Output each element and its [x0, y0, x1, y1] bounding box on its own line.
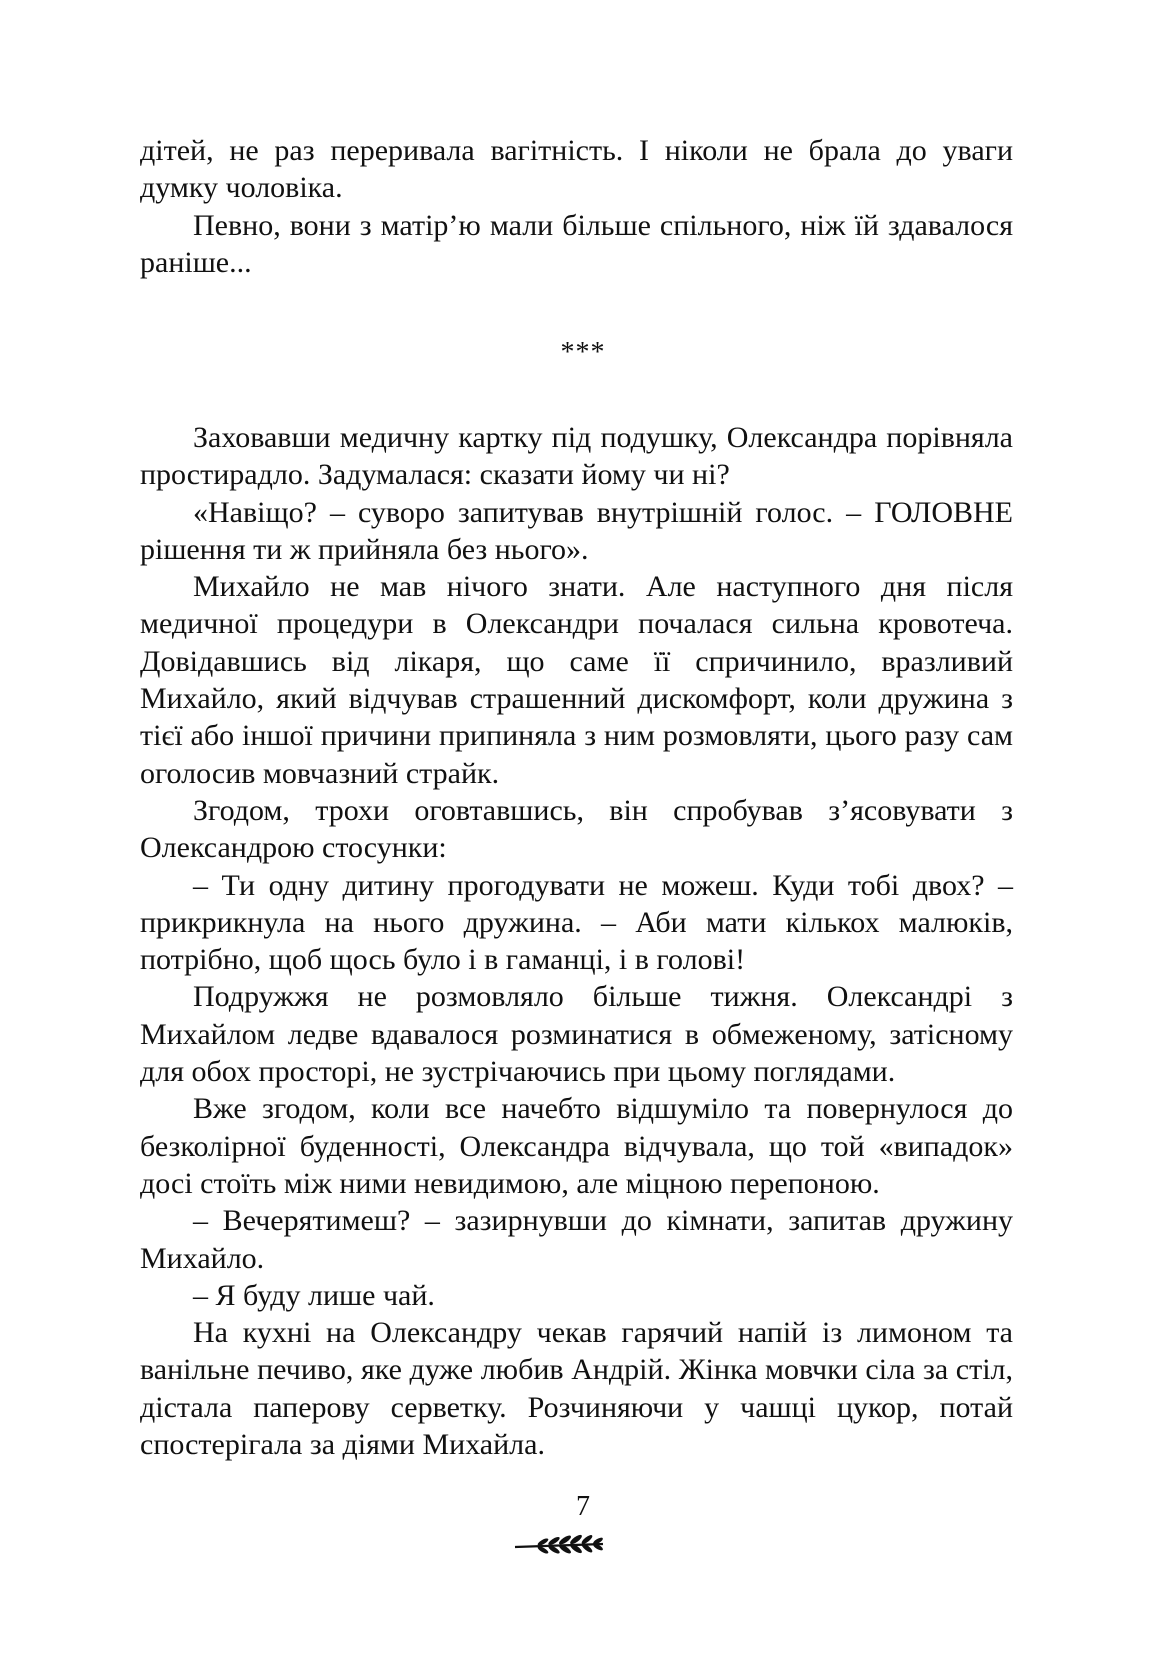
main-text-block [140, 419, 1013, 1463]
paragraph: Подружжя не розмовляло більше тижня. Олександрі з Михайлом ледве вдавалося розминатися в обмеженому, затісному для обох просторі, не зустрічаючись при цьому поглядами. [140, 980, 1013, 1089]
paragraph: – Ти одну дитину прогодувати не можеш. Куди тобі двох? – прикрикнула на нього дружина. – Аби мати кількох малюків, потрібно, щоб щось було і в гаманці, і в голові! [140, 868, 1013, 977]
wheat-ear-ornament-icon [513, 1527, 607, 1557]
paragraph: дітей, не раз переривала вагітність. І ніколи не брала до уваги думку чоловіка. [140, 134, 1013, 205]
page-number: 7 [576, 1491, 590, 1522]
paragraph: – Я буду лише чай. [193, 1278, 435, 1312]
paragraph: Михайло не мав нічого знати. Але наступного дня після медичної процедури в Олександри почалася сильна кровотеча. Довідавшись від лікаря, що саме її спричинило, вразливий Михайло, який відчував страшенний дискомфорт, коли дружина з тієї або іншої причини припиняла з ним розмовляти, цього разу сам оголосив мовчазний страйк. [140, 570, 1013, 790]
section-separator: *** [560, 337, 606, 368]
paragraph: Згодом, трохи оговтавшись, він спробував з’ясовувати з Олександрою стосунки: [140, 793, 1013, 865]
paragraph: Вже згодом, коли все начебто відшуміло та повернулося до безколірної буденності, Олександра відчувала, що той «випадок» досі стоїть між ними невидимою, але міцною перепоною. [140, 1092, 1013, 1200]
paragraph: Певно, вони з матір’ю мали більше спільного, ніж їй здавалося раніше... [140, 208, 1013, 279]
paragraph: Заховавши медичну картку під подушку, Олександра порівняла простирадло. Задумалася: сказати йому чи ні? [140, 421, 1013, 492]
paragraph: «Навіщо? – суворо запитував внутрішній голос. – ГОЛОВНЕ рішення ти ж прийняла без нього». [140, 495, 1013, 566]
paragraph: – Вечерятимеш? – зазирнувши до кімнати, запитав дружину Михайло. [140, 1204, 1013, 1275]
paragraph: На кухні на Олександру чекав гарячий напій із лимоном та ванільне печиво, яке дуже любив Андрій. Жінка мовчки сіла за стіл, дістала паперову серветку. Розчиняючи у чашці цукор, потай спостерігала за діями Михайла. [140, 1316, 1013, 1462]
intro-text-block [140, 132, 1013, 281]
